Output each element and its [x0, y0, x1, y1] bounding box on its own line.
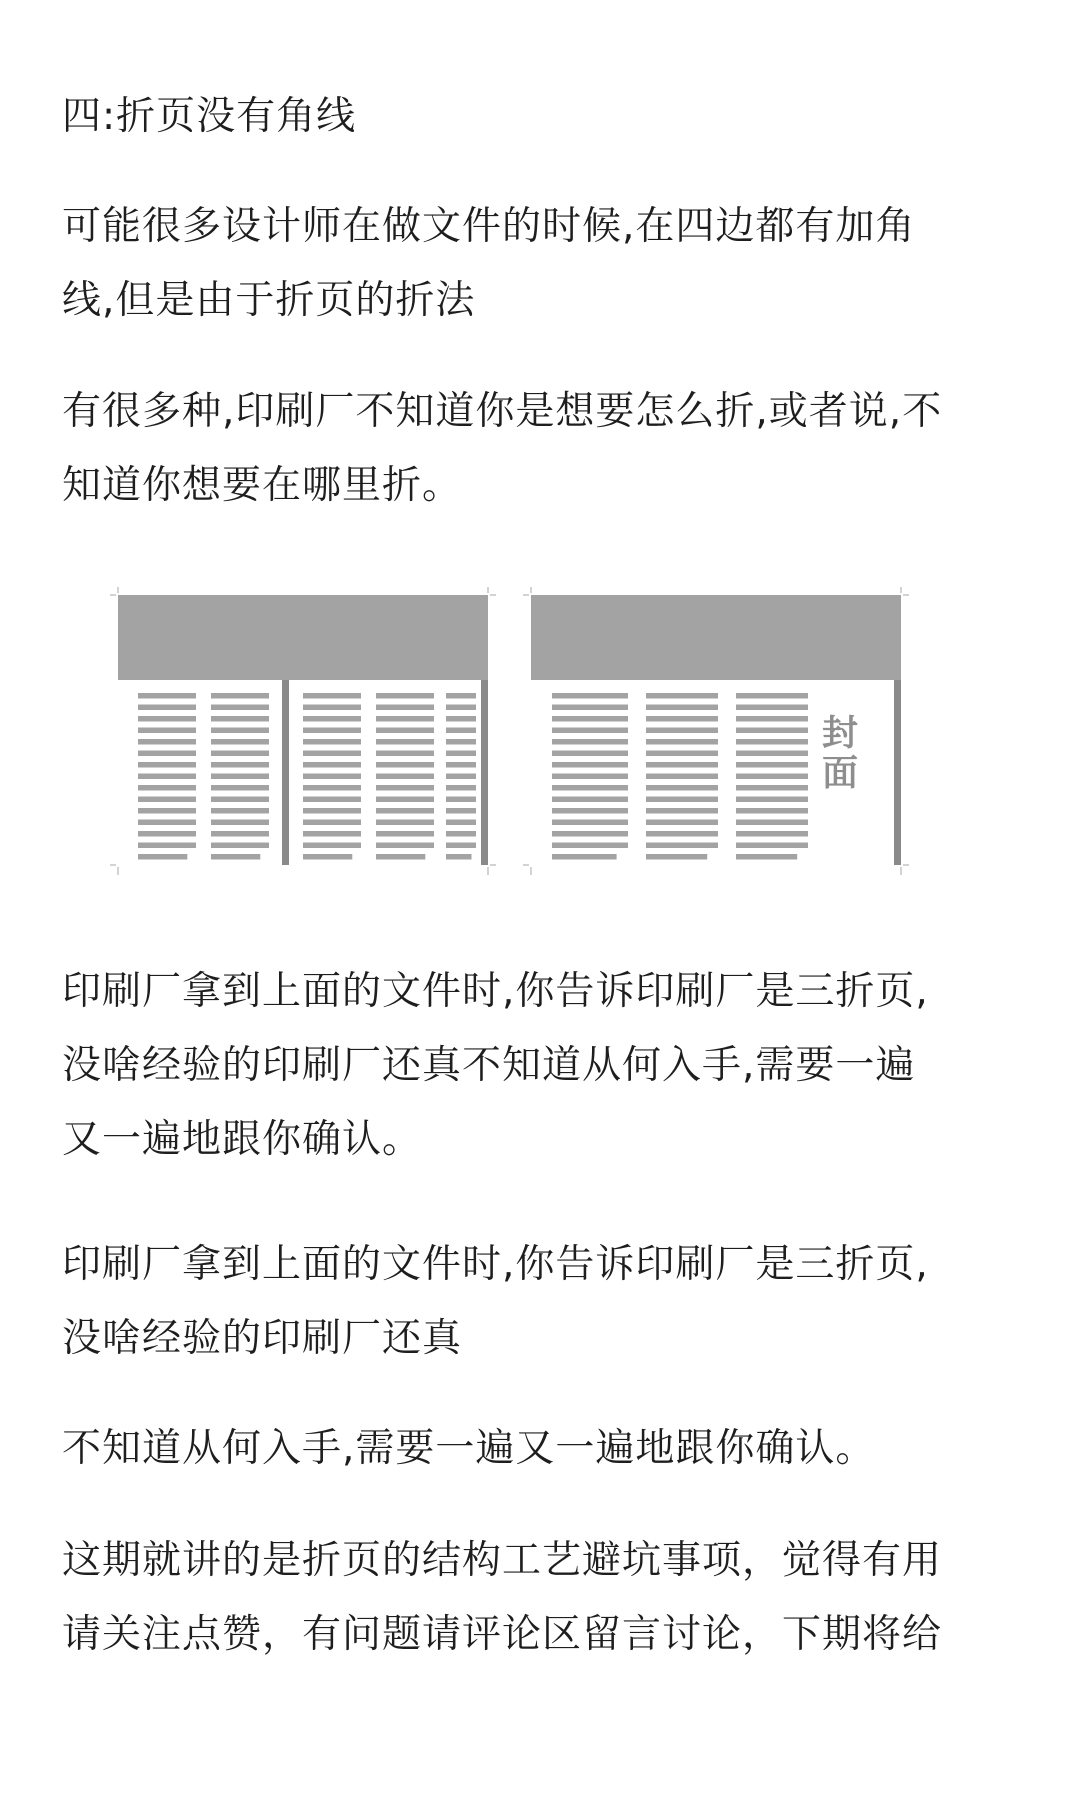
- diagram-left-text-block-5: [446, 693, 476, 860]
- diagram-left-text-block-2: [211, 693, 269, 860]
- diagram-right-fold-line: [894, 680, 901, 865]
- trifold-diagram: [100, 585, 920, 885]
- text-bar: [736, 716, 808, 722]
- text-bar: [376, 820, 434, 826]
- text-bar: [646, 693, 718, 699]
- text-bar: [646, 831, 718, 837]
- text-bar: [736, 728, 808, 734]
- text-line: 又一遍地跟你确认。: [62, 1117, 423, 1162]
- text-bar: [446, 854, 472, 860]
- paragraph-printer-confusion: [62, 955, 1028, 1177]
- diagram-right-text-block-2: [646, 693, 718, 860]
- text-bar: [552, 797, 628, 803]
- text-bar: [211, 785, 269, 791]
- text-bar: [138, 831, 196, 837]
- text-bar: [138, 739, 196, 745]
- cover-label-char-1: 封: [822, 713, 859, 754]
- text-bar: [211, 693, 269, 699]
- text-bar: [138, 797, 196, 803]
- text-bar: [736, 762, 808, 768]
- text-bar: [211, 751, 269, 757]
- text-bar: [446, 797, 476, 803]
- text-bar: [736, 693, 808, 699]
- text-bar: [211, 705, 269, 711]
- text-bar: [138, 785, 196, 791]
- section-heading: [62, 80, 1028, 154]
- text-bar: [446, 785, 476, 791]
- text-bar: [211, 820, 269, 826]
- text-bar: [303, 693, 361, 699]
- text-bar: [376, 693, 434, 699]
- text-bar: [211, 728, 269, 734]
- diagram-left-fold-line-2: [481, 680, 488, 865]
- text-bar: [736, 785, 808, 791]
- text-line: 请关注点赞，有问题请评论区留言讨论，下期将给: [62, 1612, 943, 1657]
- text-bar: [446, 843, 476, 849]
- text-line: 这期就讲的是折页的结构工艺避坑事项，觉得有用: [62, 1538, 943, 1583]
- text-bar: [446, 808, 476, 814]
- text-bar: [138, 808, 196, 814]
- text-bar: [138, 843, 196, 849]
- text-bar: [303, 728, 361, 734]
- text-bar: [736, 808, 808, 814]
- text-bar: [303, 774, 361, 780]
- text-bar: [552, 693, 628, 699]
- text-bar: [376, 831, 434, 837]
- text-bar: [552, 831, 628, 837]
- text-bar: [376, 751, 434, 757]
- text-bar: [138, 728, 196, 734]
- text-bar: [446, 751, 476, 757]
- text-bar: [303, 751, 361, 757]
- paragraph-corner-lines: [62, 190, 1028, 338]
- text-bar: [376, 762, 434, 768]
- text-bar: [211, 854, 260, 860]
- text-bar: [646, 808, 718, 814]
- text-bar: [376, 854, 425, 860]
- text-bar: [736, 797, 808, 803]
- text-bar: [211, 808, 269, 814]
- text-line: 不知道从何入手,需要一遍又一遍地跟你确认。: [62, 1426, 876, 1471]
- text-bar: [446, 762, 476, 768]
- text-bar: [138, 751, 196, 757]
- paragraph-fold-methods: [62, 375, 1028, 523]
- text-bar: [646, 716, 718, 722]
- text-bar: [646, 762, 718, 768]
- diagram-left-text-block-1: [138, 693, 196, 860]
- text-bar: [552, 728, 628, 734]
- diagram-left-text-block-4: [376, 693, 434, 860]
- text-bar: [303, 705, 361, 711]
- text-bar: [303, 762, 361, 768]
- text-bar: [736, 705, 808, 711]
- text-bar: [646, 843, 718, 849]
- paragraph-confirm: [62, 1412, 1028, 1486]
- text-bar: [303, 785, 361, 791]
- text-bar: [646, 751, 718, 757]
- text-bar: [376, 808, 434, 814]
- text-line: 四:折页没有角线: [62, 94, 357, 139]
- text-line: 印刷厂拿到上面的文件时,你告诉印刷厂是三折页,: [62, 1242, 929, 1287]
- text-bar: [646, 785, 718, 791]
- text-bar: [446, 728, 476, 734]
- paragraph-closing: [62, 1524, 1028, 1672]
- text-line: 没啥经验的印刷厂还真: [62, 1316, 463, 1361]
- text-bar: [376, 716, 434, 722]
- text-bar: [646, 820, 718, 826]
- text-line: 没啥经验的印刷厂还真不知道从何入手,需要一遍: [62, 1043, 916, 1088]
- text-bar: [446, 705, 476, 711]
- text-bar: [736, 831, 808, 837]
- text-bar: [446, 774, 476, 780]
- text-bar: [211, 774, 269, 780]
- text-bar: [376, 728, 434, 734]
- text-bar: [552, 808, 628, 814]
- text-bar: [446, 820, 476, 826]
- text-bar: [736, 854, 797, 860]
- text-bar: [646, 728, 718, 734]
- text-bar: [552, 739, 628, 745]
- text-bar: [303, 831, 361, 837]
- diagram-right-text-block-1: [552, 693, 628, 860]
- text-bar: [138, 693, 196, 699]
- text-bar: [736, 739, 808, 745]
- text-bar: [552, 785, 628, 791]
- text-bar: [736, 751, 808, 757]
- text-bar: [736, 774, 808, 780]
- text-bar: [138, 705, 196, 711]
- text-bar: [552, 774, 628, 780]
- text-bar: [303, 820, 361, 826]
- text-bar: [303, 716, 361, 722]
- text-bar: [211, 843, 269, 849]
- text-bar: [646, 797, 718, 803]
- text-bar: [446, 739, 476, 745]
- text-bar: [303, 843, 361, 849]
- text-bar: [646, 854, 707, 860]
- paragraph-printer-repeat: [62, 1228, 1028, 1376]
- text-bar: [138, 820, 196, 826]
- text-bar: [376, 797, 434, 803]
- text-bar: [138, 774, 196, 780]
- text-bar: [646, 705, 718, 711]
- text-bar: [303, 797, 361, 803]
- text-bar: [138, 716, 196, 722]
- text-bar: [211, 762, 269, 768]
- text-bar: [376, 774, 434, 780]
- text-bar: [138, 854, 187, 860]
- text-bar: [552, 854, 617, 860]
- text-bar: [552, 716, 628, 722]
- diagram-right-text-block-3: [736, 693, 808, 860]
- text-bar: [376, 785, 434, 791]
- text-bar: [552, 843, 628, 849]
- text-bar: [552, 820, 628, 826]
- text-bar: [138, 762, 196, 768]
- text-bar: [303, 739, 361, 745]
- text-line: 线,但是由于折页的折法: [62, 278, 476, 323]
- text-bar: [211, 716, 269, 722]
- text-bar: [646, 774, 718, 780]
- text-line: 印刷厂拿到上面的文件时,你告诉印刷厂是三折页,: [62, 969, 929, 1014]
- text-bar: [211, 831, 269, 837]
- text-bar: [211, 739, 269, 745]
- diagram-right: [531, 595, 901, 865]
- diagram-left-header: [118, 595, 488, 680]
- text-bar: [303, 808, 361, 814]
- text-bar: [376, 739, 434, 745]
- text-bar: [446, 693, 476, 699]
- diagram-left-text-block-3: [303, 693, 361, 860]
- text-bar: [736, 820, 808, 826]
- diagram-left-fold-line-1: [282, 680, 289, 865]
- cover-label-char-2: 面: [822, 753, 859, 794]
- text-bar: [446, 716, 476, 722]
- text-bar: [736, 843, 808, 849]
- text-bar: [552, 751, 628, 757]
- diagram-left: [118, 595, 488, 865]
- text-bar: [376, 843, 434, 849]
- text-line: 有很多种,印刷厂不知道你是想要怎么折,或者说,不: [62, 389, 943, 434]
- text-bar: [552, 762, 628, 768]
- text-line: 知道你想要在哪里折。: [62, 463, 463, 508]
- text-bar: [646, 739, 718, 745]
- text-bar: [446, 831, 476, 837]
- text-bar: [376, 705, 434, 711]
- text-bar: [552, 705, 628, 711]
- text-bar: [303, 854, 352, 860]
- text-line: 可能很多设计师在做文件的时候,在四边都有加角: [62, 204, 916, 249]
- text-bar: [211, 797, 269, 803]
- diagram-right-header: [531, 595, 901, 680]
